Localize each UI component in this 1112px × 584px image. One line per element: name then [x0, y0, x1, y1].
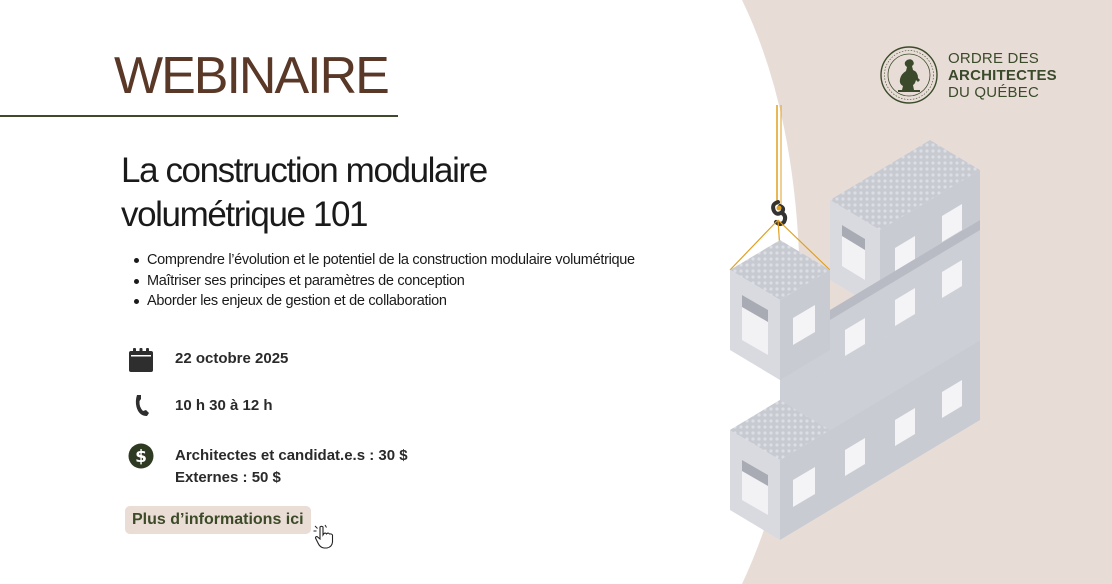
more-info-link[interactable]: Plus d’informations ici: [125, 506, 311, 534]
event-price-block: [175, 445, 408, 489]
svg-text:$: $: [135, 447, 147, 467]
oaq-logo: [880, 46, 1057, 104]
calendar-icon: [128, 347, 154, 373]
hand-pointer-icon: [313, 524, 337, 550]
org-name-line-3: DU QUÉBEC: [948, 83, 1039, 101]
org-name-line-1: ORDRE DES: [948, 49, 1039, 67]
seal-emblem-icon: [880, 46, 938, 104]
phone-icon: [128, 394, 154, 420]
event-date-row: [128, 347, 288, 373]
price-members: Architectes et candidat.e.s : 30 $: [175, 447, 408, 464]
webinar-heading: WEBINAIRE: [114, 47, 388, 105]
objective-item: Comprendre l’évolution et le potentiel de la construction modulaire volumétrique: [147, 250, 635, 271]
module-hanging: [730, 240, 830, 380]
event-price-row: [128, 443, 408, 489]
org-name-line-2: ARCHITECTES: [948, 66, 1057, 84]
event-time: 10 h 30 à 12 h: [175, 397, 273, 414]
objectives-list: [147, 250, 635, 312]
objective-item: Maîtriser ses principes et paramètres de conception: [147, 271, 635, 292]
event-time-row: [128, 394, 273, 420]
course-title-line-1: La construction modulaire: [121, 151, 487, 190]
event-date: 22 octobre 2025: [175, 350, 289, 367]
course-title-line-2: volumétrique 101: [121, 195, 368, 234]
organization-name: [948, 50, 1057, 101]
price-external: Externes : 50 $: [175, 469, 281, 486]
objective-item: Aborder les enjeux de gestion et de collaboration: [147, 291, 635, 312]
course-title: [121, 149, 641, 237]
heading-divider: [0, 115, 398, 117]
modular-building-illustration: [720, 100, 990, 550]
dollar-icon: [128, 443, 154, 469]
